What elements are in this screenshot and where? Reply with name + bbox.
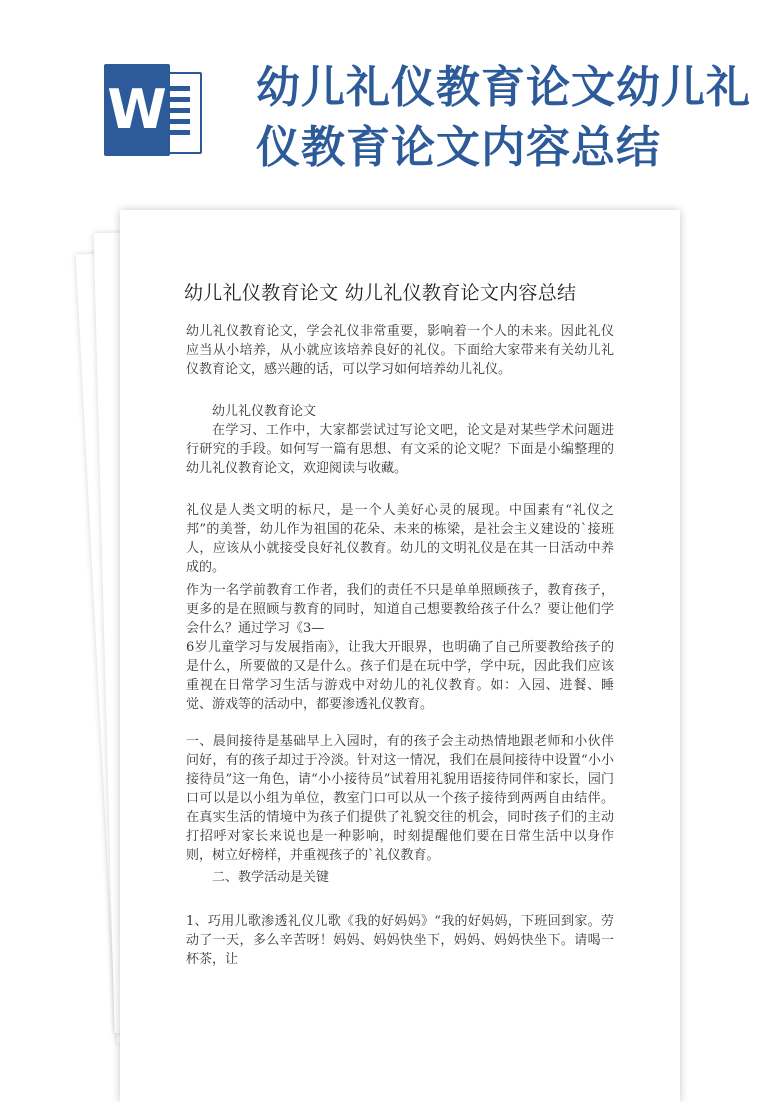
section-heading: 幼儿礼仪教育论文 [212,404,317,419]
paragraph: 1、巧用儿歌渗透礼仪儿歌《我的好妈妈》“我的好妈妈，下班回到家。劳动了一天，多么辛苦呀！妈妈、妈妈快坐下，妈妈、妈妈快坐下。请喝一杯茶，让 [186,914,614,967]
paragraph: 作为一名学前教育工作者，我们的责任不只是单单照顾孩子，教育孩子，更多的是在照顾与教育的同时，知道自己想要教给孩子什么？要让他们学会什么？通过学习《3— [186,583,614,636]
banner [0,0,780,190]
word-logo-letter: W [104,64,170,156]
paragraph-intro: 幼儿礼仪教育论文，学会礼仪非常重要，影响着一个人的未来。因此礼仪应当从小培养，从小就应该培养良好的礼仪。下面给大家带来有关幼儿礼仪教育论文，感兴趣的话，可以学习如何培养幼儿礼仪。 [186,324,614,377]
paragraph: 6岁儿童学习与发展指南》，让我大开眼界，也明确了自己所要教给孩子的是什么，所要做的又是什么。孩子们是在玩中学，学中玩，因此我们应该重视在日常学习生活与游戏中对幼儿的礼仪教育。如：入园、进餐、睡觉、游戏等的活动中，都要渗透礼仪教育。 [186,640,614,712]
banner-title: 幼儿礼仪教育论文幼儿礼仪教育论文内容总结 [256,62,751,173]
word-document-icon [104,64,200,156]
paragraph: 一、晨间接待是基础早上入园时，有的孩子会主动热情地跟老师和小伙伴问好，有的孩子却过于冷淡。针对这一情况，我们在晨间接待中设置“小小接待员”这一角色，请“小小接待员”试着用礼貌用语接待同伴和家长，园门口可以是以小组为单位，教室门口可以从一个孩子接待到两两自由结伴。在真实生活的情境中为孩子们提供了礼貌交往的机会，同时孩子们的主动打招呼对家长来说也是一种影响，时刻提醒他们要在日常生活中以身作则，树立好榜样，并重视孩子的`礼仪教育。 [186,734,614,863]
section-heading: 二、教学活动是关键 [212,870,330,885]
document-page [120,210,680,1102]
document-title: 幼儿礼仪教育论文 幼儿礼仪教育论文内容总结 [184,282,577,304]
paragraph: 礼仪是人类文明的标尺，是一个人美好心灵的展现。中国素有“礼仪之邦”的美誉，幼儿作为祖国的花朵、未来的栋梁，是社会主义建设的`接班人，应该从小就接受良好礼仪教育。幼儿的文明礼仪是在其一日活动中养成的。 [186,503,614,575]
paragraph: 在学习、工作中，大家都尝试过写论文吧，论文是对某些学术问题进行研究的手段。如何写一篇有思想、有文采的论文呢？下面是小编整理的幼儿礼仪教育论文，欢迎阅读与收藏。 [186,423,614,476]
